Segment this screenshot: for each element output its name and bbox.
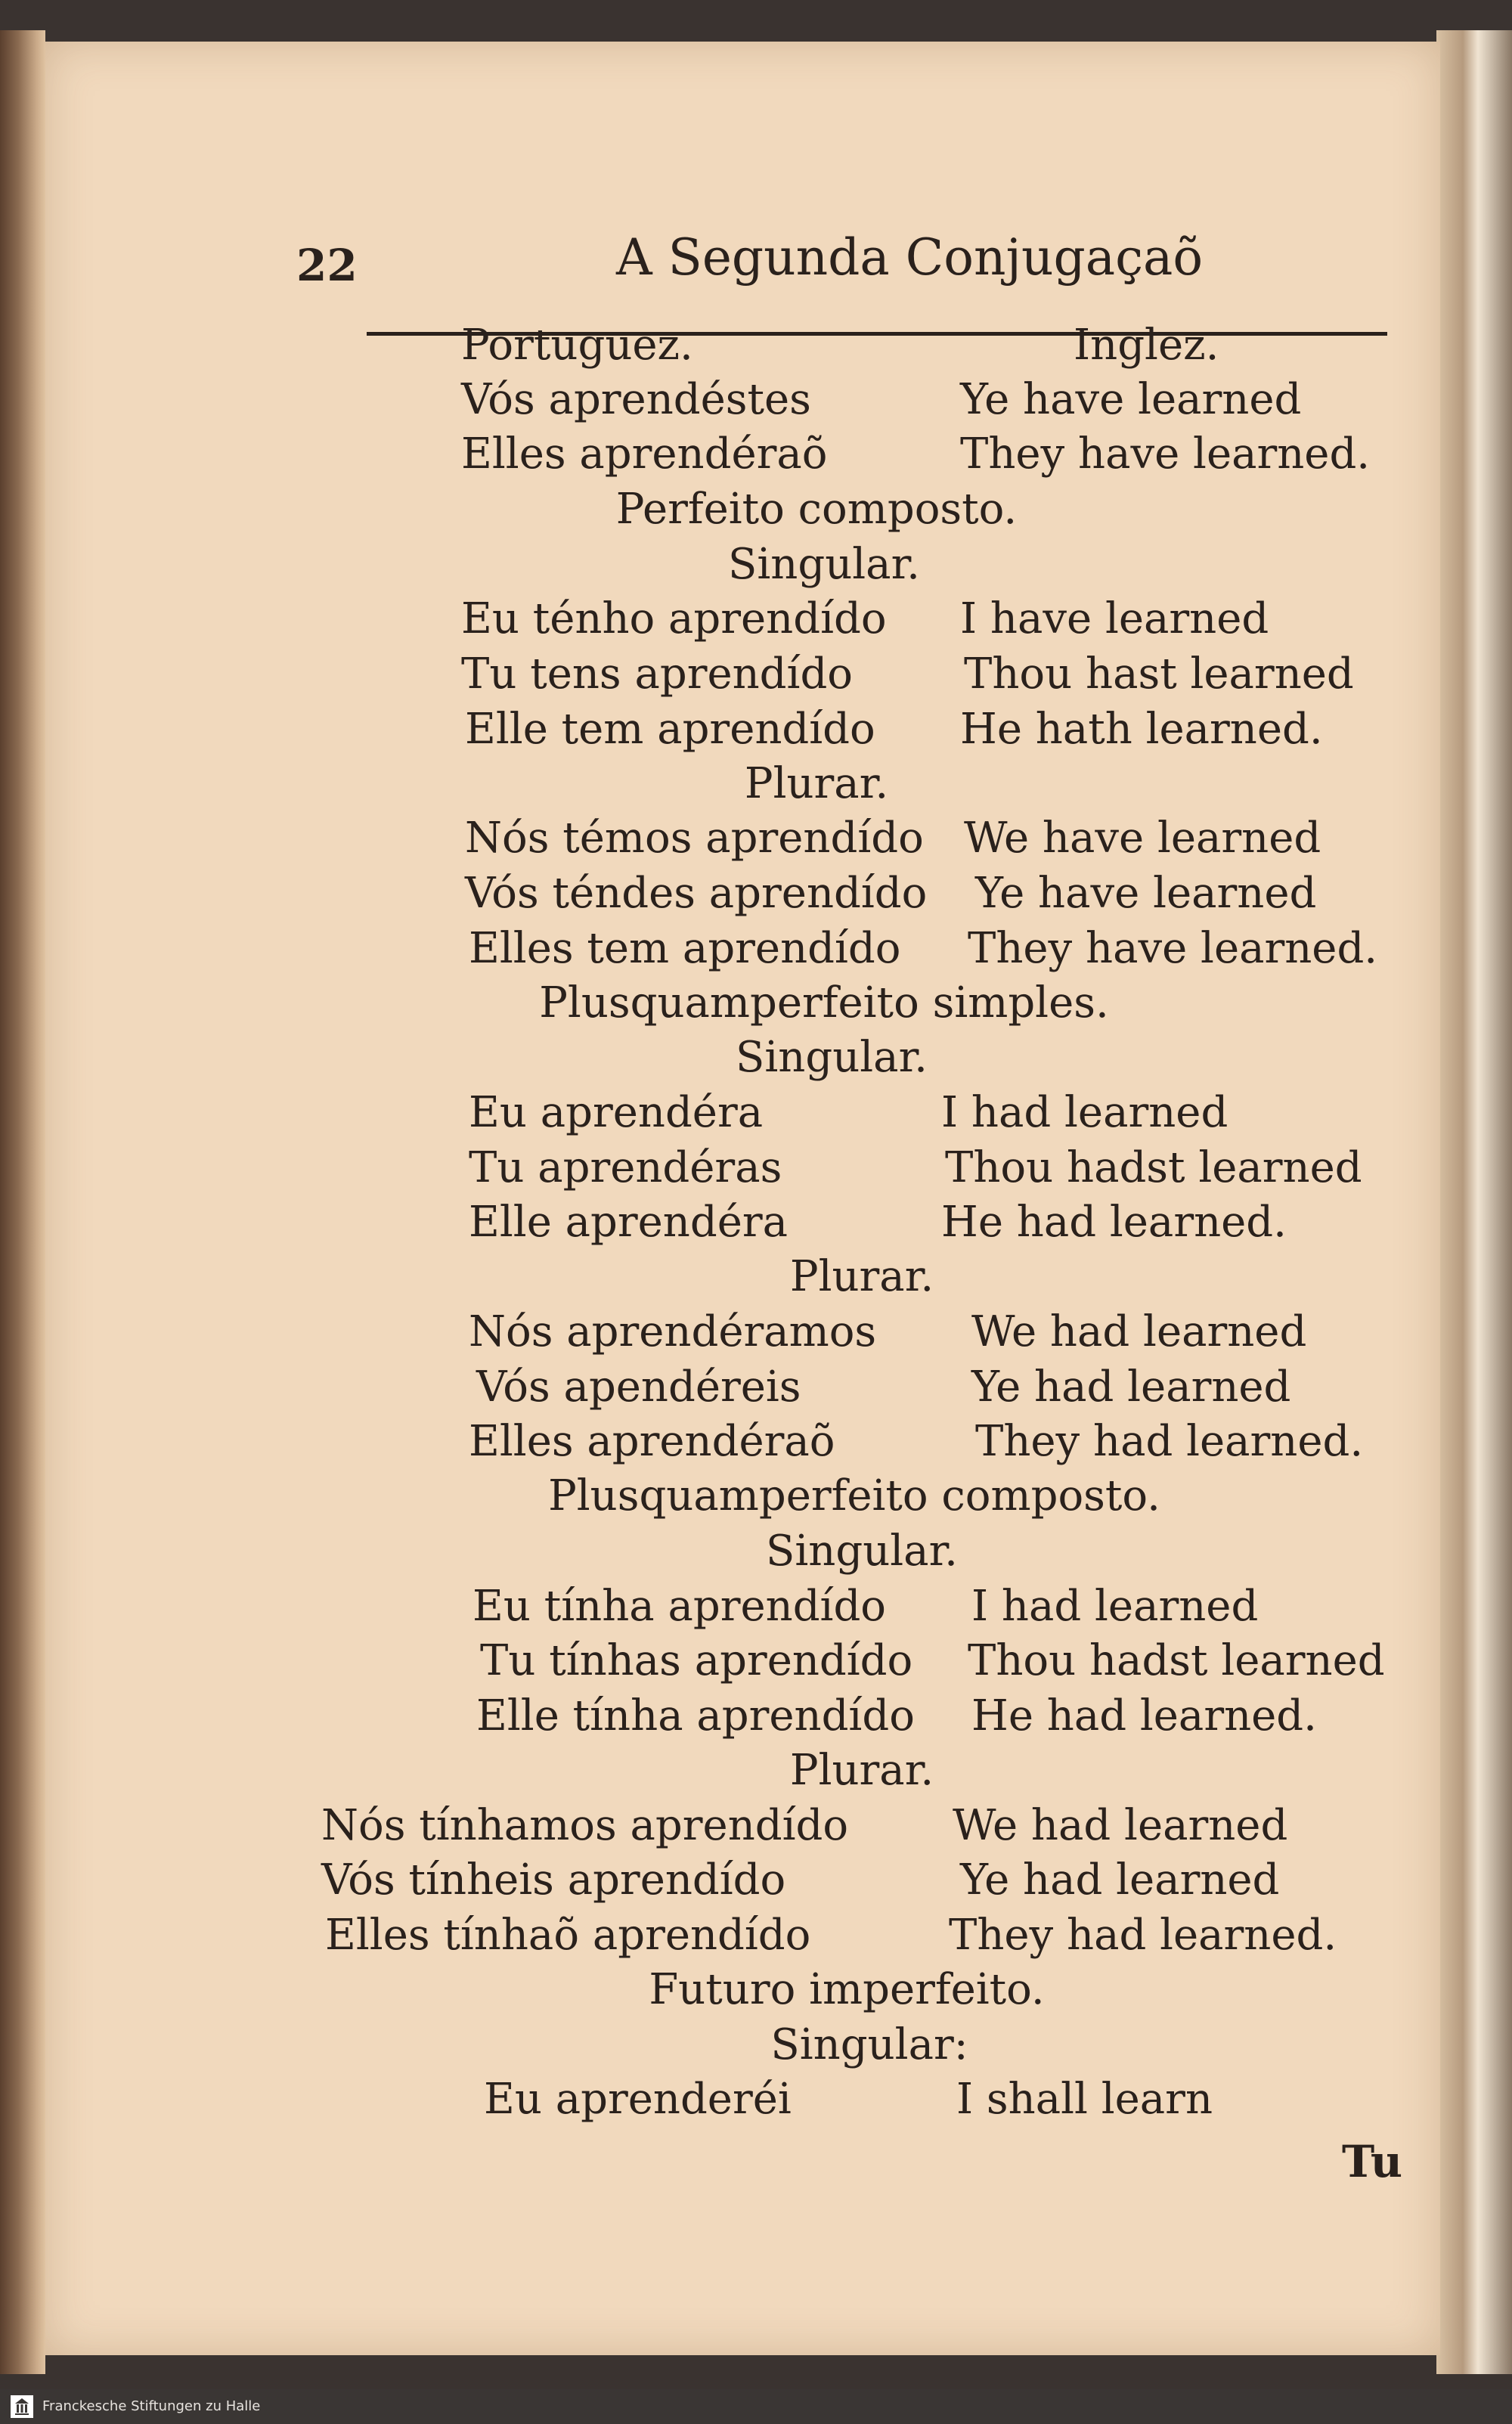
- conjugation-pt: Vós apendéreis: [476, 1362, 801, 1412]
- tense-heading: Perfeito composto.: [615, 485, 1018, 534]
- conjugation-en: Ye had learned: [971, 1362, 1291, 1412]
- conjugation-en: Thou hadst learned: [945, 1143, 1362, 1192]
- conjugation-pt: Eu ténho aprendído: [461, 594, 887, 643]
- conjugation-en: They had learned.: [949, 1911, 1337, 1960]
- conjugation-en: I had learned: [971, 1582, 1259, 1631]
- book-spine-edge: [0, 30, 45, 2374]
- conjugation-en: Ye have learned: [960, 375, 1302, 424]
- conjugation-pt: Elle tem aprendído: [465, 705, 875, 754]
- conjugation-pt: Vós téndes aprendído: [465, 869, 928, 918]
- conjugation-en: They have learned.: [960, 429, 1371, 479]
- conjugation-pt: Elle tínha aprendído: [476, 1691, 915, 1741]
- number-heading: Plurar.: [744, 759, 889, 808]
- footer-credit: Franckesche Stiftungen zu Halle: [42, 2398, 261, 2414]
- conjugation-pt: Eu tínha aprendído: [472, 1582, 887, 1631]
- conjugation-pt: Vós tínheis aprendído: [321, 1855, 786, 1905]
- number-heading: Singular.: [736, 1033, 928, 1082]
- column-header-portuguese: Portuguez.: [461, 321, 693, 370]
- page-stack-edge: [1436, 30, 1512, 2374]
- tense-heading: Futuro imperfeito.: [649, 1965, 1045, 2014]
- tense-heading: Plusquamperfeito simples.: [539, 978, 1109, 1028]
- tense-heading: Plusquamperfeito composto.: [548, 1471, 1160, 1520]
- running-head: A Segunda Conjugaçaõ: [616, 228, 1204, 287]
- conjugation-en: Ye have learned: [975, 869, 1317, 918]
- conjugation-pt: Tu aprendéras: [469, 1143, 782, 1192]
- conjugation-pt: Eu aprendéra: [469, 1088, 764, 1137]
- conjugation-en: He had learned.: [941, 1198, 1287, 1247]
- conjugation-en: He hath learned.: [960, 705, 1323, 754]
- conjugation-en: I shall learn: [956, 2075, 1213, 2124]
- conjugation-en: I had learned: [941, 1088, 1228, 1137]
- number-heading: Singular.: [766, 1527, 958, 1576]
- conjugation-en: Thou hadst learned: [968, 1636, 1385, 1685]
- column-header-english: Inglez.: [1074, 321, 1219, 370]
- conjugation-en: They had learned.: [975, 1417, 1364, 1466]
- conjugation-en: He had learned.: [971, 1691, 1317, 1741]
- conjugation-pt: Elles tem aprendído: [469, 924, 901, 973]
- number-heading: Plurar.: [789, 1746, 934, 1795]
- conjugation-pt: Nós aprendéramos: [469, 1307, 877, 1356]
- conjugation-pt: Elles aprendéraõ: [469, 1417, 835, 1466]
- conjugation-en: We had learned: [953, 1801, 1288, 1850]
- conjugation-en: We have learned: [964, 814, 1321, 863]
- library-logo-icon: [11, 2395, 33, 2418]
- conjugation-en: They have learned.: [968, 924, 1378, 973]
- catchword: Tu: [1342, 2136, 1403, 2187]
- number-heading: Plurar.: [789, 1252, 934, 1301]
- conjugation-pt: Vós aprendéstes: [461, 375, 811, 424]
- conjugation-pt: Tu tínhas aprendído: [480, 1636, 913, 1685]
- conjugation-pt: Elle aprendéra: [469, 1198, 788, 1247]
- conjugation-en: Ye had learned: [960, 1855, 1280, 1905]
- conjugation-pt: Tu tens aprendído: [461, 649, 853, 699]
- conjugation-pt: Eu aprenderéi: [484, 2075, 792, 2124]
- conjugation-en: Thou hast learned: [964, 649, 1354, 699]
- conjugation-en: I have learned: [960, 594, 1269, 643]
- number-heading: Singular.: [728, 540, 920, 589]
- conjugation-pt: Elles aprendéraõ: [461, 429, 828, 479]
- page-number: 22: [296, 240, 358, 291]
- conjugation-en: We had learned: [971, 1307, 1307, 1356]
- number-heading: Singular:: [770, 2020, 968, 2069]
- conjugation-pt: Nós témos aprendído: [465, 814, 924, 863]
- conjugation-pt: Elles tínhaõ aprendído: [325, 1911, 811, 1960]
- conjugation-pt: Nós tínhamos aprendído: [321, 1801, 849, 1850]
- book-page: [45, 42, 1440, 2355]
